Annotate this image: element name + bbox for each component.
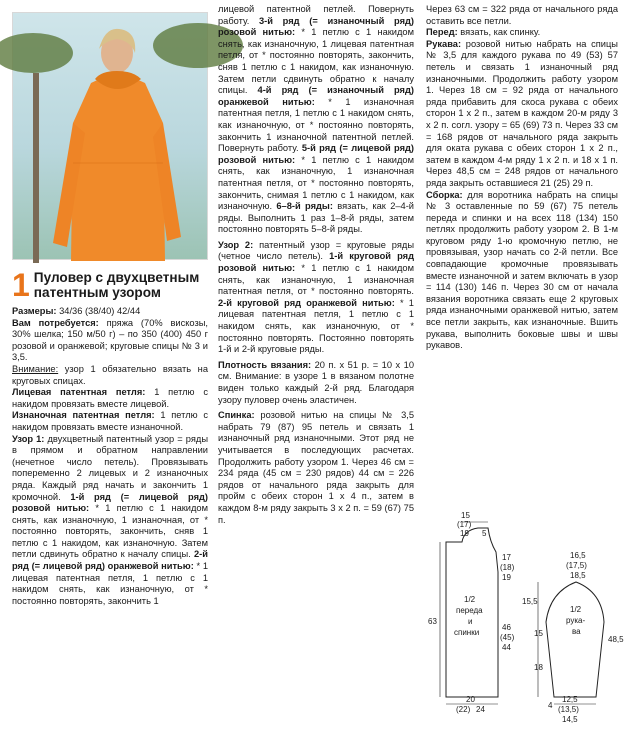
body-lower-b: (45) — [500, 633, 515, 642]
front-paragraph: Перед: вязать, как спинку. — [426, 27, 541, 38]
body-side-b: (18) — [500, 563, 515, 572]
article-heading: Пуловер с двухцветным патентным узором — [33, 270, 200, 300]
body-side-a: 17 — [502, 553, 511, 562]
sleeve-mid: 15 — [534, 629, 543, 638]
body-height: 63 — [428, 617, 437, 626]
body-top-b: (17) — [457, 520, 472, 529]
body-side-c: 19 — [502, 573, 511, 582]
article-number: 1 — [12, 267, 30, 303]
body-bottom-b: (22) — [456, 705, 471, 714]
sleeve-bottom-a: 12,5 — [562, 695, 578, 704]
body-label-b: переда — [456, 606, 483, 615]
density-paragraph: Плотность вязания: 20 п. х 51 р. = 10 х 10 см. Внимание: в узоре 1 в вязаном полотне виден только каждый 2-й ряд. Благодаря узору пуловер очень эластичен. — [218, 359, 414, 405]
sleeve-cap: 15,5 — [522, 597, 538, 606]
sleeve-top-b: (17,5) — [566, 561, 587, 570]
back-continued: Через 63 см = 322 ряда от начального ряда оставить все петли. — [426, 4, 618, 26]
pattern-schema — [426, 512, 622, 737]
sleeve-bottom-b: (13,5) — [558, 705, 579, 714]
body-bottom-c: 24 — [476, 705, 485, 714]
assembly-paragraph: Сборка: для воротника набрать на спицы № 3 оставленные по 59 (67) 75 петель переда и спинки и на всех 118 (134) 150 петлях продолжить работу узором 2. В 1-м круговом ряду 1-ю кромочную петлю, не провязывая, узор начать со 2-й петли. Все совпадающие кромочные провязывать вместе изнаночной и затем включать в узор = 114 (130) 146 п. Через 30 см от начала вязания воротника связать еще 2 круговых ряда изнаночными оранжевой нитью, затем все петли закрыть, как изнаночные. Вшить рукава, выполнить боковые швы и швы рукавов. — [426, 189, 618, 351]
body-top-d: 5 — [482, 529, 487, 538]
sleeve-label-a: 1/2 — [570, 605, 582, 614]
body-lower-a: 46 — [502, 623, 511, 632]
back-paragraph: Спинка: розовой нитью на спицы № 3,5 набрать 79 (87) 95 петель и связать 1 изнаночный ряд изнаночными. Этот ряд не учитывается в последующих расчетах. Продолжить работу узором 1. Через 46 см = 234 ряда (45 см = 230 рядов) 44 см = 226 рядов от начального ряда закрыть для пройм с обеих сторон 1 х 4 п., затем в каждом 8-м ряду закрыть 3 х 2 п. = 59 (67) 75 п. — [218, 410, 414, 525]
front-loop-paragraph: Лицевая патентная петля: 1 петлю с накидом провязать вместе лицевой. — [12, 387, 209, 409]
column-1 — [12, 0, 208, 607]
pattern-1-continued: лицевой патентной петлей. Повернуть работу. 3-й ряд (= изнаночный ряд) розовой нитью: * 1 петлю с 1 накидом снять, как изнаночную, 1 лицевая патентная петля, от * постоянно повторять, закончить, сняв 1 петлю с 1 накидом, как изнаночную. Затем петли сдвинуть обратно к началу спицы. 4-й ряд (= изнаночный ряд) оранжевой нитью: * 1 изнаночная патентная петля, 1 петлю с 1 накидом снять, как изнаночную, от * постоянно повторять, закончить 1 изнаночной патентной петлей. Повернуть работу. 5-й ряд (= лицевой ряд) розовой нитью: * 1 петлю с 1 накидом снять, как изнаночную, 1 изнаночная патентная петля, от * постоянно повторять, закончить, снимая 1 петлю с 1 накидом, как изнаночную. 6–8-й ряды: вязать, как 2–4-й ряды. Выполнить 1 раз 1–8-й ряды, затем постоянно повторять 5–8-й ряды. — [218, 4, 415, 235]
pattern-1-paragraph: Узор 1: двухцветный патентный узор = ряды в прямом и обратном направлении (нечетное число петель). Провязывать попеременно 2 лицевых и 2 изнаночных ряда. Каждый ряд начать и закончить 1 кромочной. 1-й ряд (= лицевой ряд) розовой нитью: * 1 петлю с 1 накидом снять, как изнаночную, 1 изнаночная, от * постоянно повторять, закончить, сняв 1 петлю с 1 накидом, как изнаночную. Затем петли сдвинуть обратно к началу спицы. 2-й ряд (= лицевой ряд) оранжевой нитью: * 1 лицевая патентная петля, 1 петлю с 1 накидом снять, как изнаночную, от * постоянно повторять, закончить 1 — [12, 433, 208, 606]
body-bottom-a: 20 — [466, 695, 475, 704]
sleeve-label-b: рука- — [566, 616, 586, 625]
model-photo — [12, 12, 208, 260]
sleeve-low: 18 — [534, 663, 543, 672]
body-label-a: 1/2 — [464, 595, 476, 604]
body-top-a: 15 — [461, 511, 470, 520]
pattern-2-paragraph: Узор 2: патентный узор = круговые ряды (четное число петель). 1-й круговой ряд розовой нитью: * 1 петлю с 1 накидом снять, как изнаночную, 1 изнаночная патентная петля, от * постоянно повторять. 2-й круговой ряд оранжевой нитью: * 1 лицевая патентная петля, 1 петлю с 1 накидом снять, как изнаночную, от * постоянно повторять. Постоянно повторять 1-й и 2-й круговые ряды. — [218, 239, 415, 355]
sleeve-label-c: ва — [572, 627, 581, 636]
column-3 — [426, 4, 618, 352]
sleeve-bottom-d: 4 — [548, 701, 553, 710]
body-label-c: и — [468, 617, 473, 626]
sleeve-top-c: 18,5 — [570, 571, 586, 580]
woman-in-orange-sweater-illustration — [13, 13, 209, 261]
sleeve-top-a: 16,5 — [570, 551, 586, 560]
sleeve-piece-outline — [546, 582, 604, 697]
column-2 — [218, 4, 414, 526]
materials-paragraph: Вам потребуется: пряжа (70% вискозы, 30% шелка; 150 м/50 г) – по 350 (400) 450 г розовой и оранжевой; круговые спицы № 3 и 3,5. — [12, 317, 208, 363]
sleeves-paragraph: Рукава: розовой нитью набрать на спицы № 3,5 для каждого рукава по 49 (53) 57 петель и связать 1 изнаночный ряд изнаночными. Продолжить работу узором 1. Через 18 см = 92 ряда от начального ряда прибавить для скоса рукава с обеих сторон 1 х 2 п., затем в каждом 20-м ряду 3 х 2 п. согл. узору = 65 (69) 73 п. Через 33 см = 168 рядов от начального ряда закрыть для оката рукава с обеих сторон 1 х 2 п., затем в каждом 4-м ряду 1 х 2 п. и 18 х 1 п. Через 48,5 см = 248 рядов от начального ряда закрыть оставшиеся 21 (25) 29 п. — [426, 38, 618, 188]
body-label-d: спинки — [454, 628, 480, 637]
body-top-c: 19 — [460, 529, 469, 538]
sizes-paragraph: Размеры: 34/36 (38/40) 42/44 — [12, 306, 141, 316]
attention-paragraph: Внимание: узор 1 обязательно вязать на круговых спицах. — [12, 363, 208, 386]
sleeve-length: 48,5 — [608, 635, 624, 644]
sleeve-bottom-c: 14,5 — [562, 715, 578, 724]
article-title — [12, 267, 208, 303]
body-lower-c: 44 — [502, 643, 511, 652]
back-loop-paragraph: Изнаночная патентная петля: 1 петлю с накидом провязать вместе изнаночной. — [12, 410, 208, 432]
